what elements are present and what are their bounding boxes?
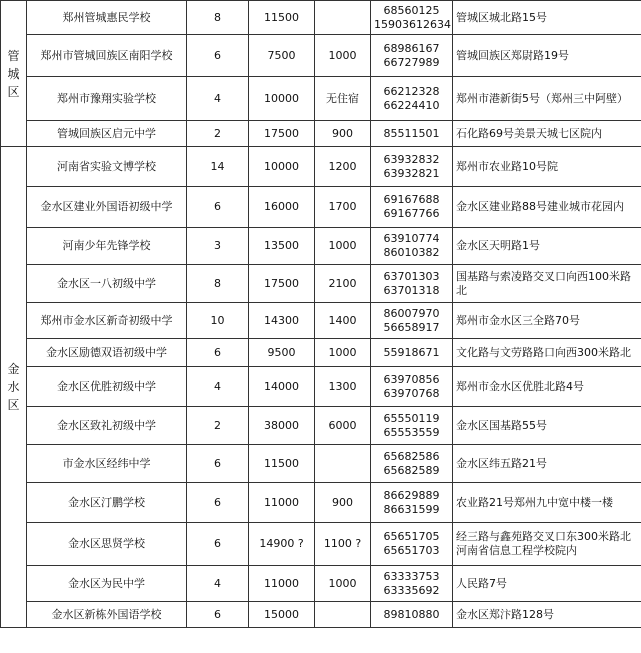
phone-cell xyxy=(371,187,453,228)
tuition-cell: 10000 xyxy=(249,147,315,187)
classes-cell: 8 xyxy=(187,1,249,35)
address-cell: 经三路与鑫苑路交叉口东300米路北河南省信息工程学校院内 xyxy=(453,523,641,566)
phone-cell xyxy=(371,228,453,265)
school-name-cell: 金水区优胜初级中学 xyxy=(27,367,187,407)
tuition-cell: 38000 xyxy=(249,407,315,445)
classes-cell: 10 xyxy=(187,303,249,339)
district-cell xyxy=(1,147,27,628)
phone-number: 85511501 xyxy=(383,126,440,140)
tuition-cell: 14900 ? xyxy=(249,523,315,566)
classes-cell: 8 xyxy=(187,265,249,303)
address-cell: 管城区城北路15号 xyxy=(453,1,641,35)
address-cell: 农业路21号郑州九中宽中楼一楼 xyxy=(453,483,641,523)
address-cell: 管城回族区郑尉路19号 xyxy=(453,35,641,77)
school-name-cell: 河南省实验文博学校 xyxy=(27,147,187,187)
school-name-cell: 金水区一八初级中学 xyxy=(27,265,187,303)
phone-number: 66212328 xyxy=(383,84,440,98)
address-cell: 郑州市港新街5号（郑州三中阿壁） xyxy=(453,77,641,121)
fee-cell: 1000 xyxy=(315,35,371,77)
district-char: 水 xyxy=(7,380,20,394)
phone-number: 63335692 xyxy=(383,583,440,597)
district-char: 区 xyxy=(7,84,20,99)
district-char: 城 xyxy=(7,66,20,81)
table-row xyxy=(1,445,641,483)
phone-number: 65682586 xyxy=(383,449,440,463)
table-row xyxy=(1,265,641,303)
phone-number: 15903612634 xyxy=(374,17,451,31)
classes-cell: 4 xyxy=(187,566,249,602)
tuition-cell: 11500 xyxy=(249,1,315,35)
phone-number: 65651703 xyxy=(383,544,440,557)
classes-cell: 4 xyxy=(187,367,249,407)
phone-number: 69167688 xyxy=(383,193,440,206)
address-cell: 郑州市金水区优胜北路4号 xyxy=(453,367,641,407)
fee-cell: 无住宿 xyxy=(315,77,371,121)
address-cell: 金水区纬五路21号 xyxy=(453,445,641,483)
table-row xyxy=(1,602,641,628)
phone-cell xyxy=(371,77,453,121)
table-row xyxy=(1,35,641,77)
phone-number: 65651705 xyxy=(383,530,440,543)
phone-number: 63701318 xyxy=(383,283,440,297)
fee-cell xyxy=(315,602,371,628)
phone-cell xyxy=(371,566,453,602)
classes-cell: 2 xyxy=(187,407,249,445)
phone-number: 63932821 xyxy=(383,166,440,180)
tuition-cell: 17500 xyxy=(249,121,315,147)
tuition-cell: 17500 xyxy=(249,265,315,303)
phone-number: 69167766 xyxy=(383,207,440,220)
address-cell: 金水区天明路1号 xyxy=(453,228,641,265)
school-name-cell: 金水区思贤学校 xyxy=(27,523,187,566)
classes-cell: 6 xyxy=(187,523,249,566)
address-cell: 郑州市农业路10号院 xyxy=(453,147,641,187)
phone-cell xyxy=(371,407,453,445)
tuition-cell: 14000 xyxy=(249,367,315,407)
school-name-cell: 金水区为民中学 xyxy=(27,566,187,602)
fee-cell: 1400 xyxy=(315,303,371,339)
phone-number: 63970856 xyxy=(383,372,440,386)
phone-number: 63932832 xyxy=(383,152,440,166)
table-row xyxy=(1,407,641,445)
phone-number: 86007970 xyxy=(383,306,440,320)
fee-cell: 1200 xyxy=(315,147,371,187)
fee-cell xyxy=(315,1,371,35)
classes-cell: 6 xyxy=(187,187,249,228)
tuition-cell: 16000 xyxy=(249,187,315,228)
fee-cell: 1700 xyxy=(315,187,371,228)
classes-cell: 6 xyxy=(187,483,249,523)
address-cell: 金水区郑汴路128号 xyxy=(453,602,641,628)
school-name-cell: 金水区建业外国语初级中学 xyxy=(27,187,187,228)
district-char: 区 xyxy=(7,398,20,412)
fee-cell: 6000 xyxy=(315,407,371,445)
school-name-cell: 金水区致礼初级中学 xyxy=(27,407,187,445)
table-row xyxy=(1,523,641,566)
school-name-cell: 市金水区经纬中学 xyxy=(27,445,187,483)
phone-cell xyxy=(371,445,453,483)
classes-cell: 2 xyxy=(187,121,249,147)
phone-cell xyxy=(371,147,453,187)
phone-number: 86629889 xyxy=(383,488,440,502)
tuition-cell: 11500 xyxy=(249,445,315,483)
table-row xyxy=(1,367,641,407)
tuition-cell: 15000 xyxy=(249,602,315,628)
phone-cell xyxy=(371,523,453,566)
school-name-cell: 郑州市金水区新奇初级中学 xyxy=(27,303,187,339)
address-cell: 人民路7号 xyxy=(453,566,641,602)
fee-cell: 1300 xyxy=(315,367,371,407)
phone-cell xyxy=(371,1,453,35)
classes-cell: 6 xyxy=(187,339,249,367)
phone-cell xyxy=(371,602,453,628)
school-name-cell: 金水区励德双语初级中学 xyxy=(27,339,187,367)
fee-cell: 900 xyxy=(315,483,371,523)
phone-number: 68986167 xyxy=(383,41,440,55)
table-row xyxy=(1,121,641,147)
tuition-cell: 7500 xyxy=(249,35,315,77)
phone-cell xyxy=(371,483,453,523)
tuition-cell: 10000 xyxy=(249,77,315,121)
district-cell xyxy=(1,1,27,147)
tuition-cell: 13500 xyxy=(249,228,315,265)
classes-cell: 6 xyxy=(187,445,249,483)
table-row xyxy=(1,187,641,228)
phone-number: 66727989 xyxy=(383,55,440,69)
phone-number: 63910774 xyxy=(383,232,440,245)
phone-number: 89810880 xyxy=(383,607,440,621)
classes-cell: 6 xyxy=(187,602,249,628)
tuition-cell: 11000 xyxy=(249,566,315,602)
table-row xyxy=(1,1,641,35)
school-name-cell: 郑州管城惠民学校 xyxy=(27,1,187,35)
school-name-cell: 郑州市豫翔实验学校 xyxy=(27,77,187,121)
table-row xyxy=(1,483,641,523)
address-cell: 国基路与索凌路交叉口向西100米路北 xyxy=(453,265,641,303)
fee-cell: 1000 xyxy=(315,566,371,602)
phone-number: 86631599 xyxy=(383,502,440,516)
phone-number: 63701303 xyxy=(383,269,440,283)
tuition-cell: 14300 xyxy=(249,303,315,339)
classes-cell: 3 xyxy=(187,228,249,265)
phone-cell xyxy=(371,121,453,147)
phone-number: 55918671 xyxy=(383,345,440,359)
phone-number: 65553559 xyxy=(383,425,440,439)
fee-cell: 1100 ? xyxy=(315,523,371,566)
classes-cell: 4 xyxy=(187,77,249,121)
table-row xyxy=(1,228,641,265)
phone-number: 63970768 xyxy=(383,386,440,400)
phone-number: 68560125 xyxy=(383,3,440,17)
table-row xyxy=(1,303,641,339)
school-name-cell: 河南少年先锋学校 xyxy=(27,228,187,265)
table-row xyxy=(1,339,641,367)
table-row xyxy=(1,566,641,602)
address-cell: 金水区国基路55号 xyxy=(453,407,641,445)
school-name-cell: 金水区汀鹏学校 xyxy=(27,483,187,523)
phone-number: 63333753 xyxy=(383,569,440,583)
school-name-cell: 郑州市管城回族区南阳学校 xyxy=(27,35,187,77)
fee-cell: 2100 xyxy=(315,265,371,303)
fee-cell xyxy=(315,445,371,483)
classes-cell: 14 xyxy=(187,147,249,187)
address-cell: 郑州市金水区三全路70号 xyxy=(453,303,641,339)
phone-number: 65550119 xyxy=(383,411,440,425)
tuition-cell: 11000 xyxy=(249,483,315,523)
table-body xyxy=(1,1,641,628)
phone-number: 65682589 xyxy=(383,463,440,477)
district-char: 管 xyxy=(7,48,20,63)
phone-cell xyxy=(371,303,453,339)
phone-cell xyxy=(371,35,453,77)
table-row xyxy=(1,77,641,121)
school-name-cell: 管城回族区启元中学 xyxy=(27,121,187,147)
fee-cell: 1000 xyxy=(315,339,371,367)
tuition-cell: 9500 xyxy=(249,339,315,367)
classes-cell: 6 xyxy=(187,35,249,77)
address-cell: 石化路69号美景天城七区院内 xyxy=(453,121,641,147)
phone-cell xyxy=(371,367,453,407)
phone-number: 86010382 xyxy=(383,246,440,259)
phone-number: 56658917 xyxy=(383,320,440,334)
district-char: 金 xyxy=(7,362,20,376)
address-cell: 文化路与文劳路路口向西300米路北 xyxy=(453,339,641,367)
phone-cell xyxy=(371,265,453,303)
address-cell: 金水区建业路88号建业城市花园内 xyxy=(453,187,641,228)
table-row xyxy=(1,147,641,187)
fee-cell: 1000 xyxy=(315,228,371,265)
fee-cell: 900 xyxy=(315,121,371,147)
school-name-cell: 金水区新栋外国语学校 xyxy=(27,602,187,628)
phone-cell xyxy=(371,339,453,367)
phone-number: 66224410 xyxy=(383,98,440,112)
